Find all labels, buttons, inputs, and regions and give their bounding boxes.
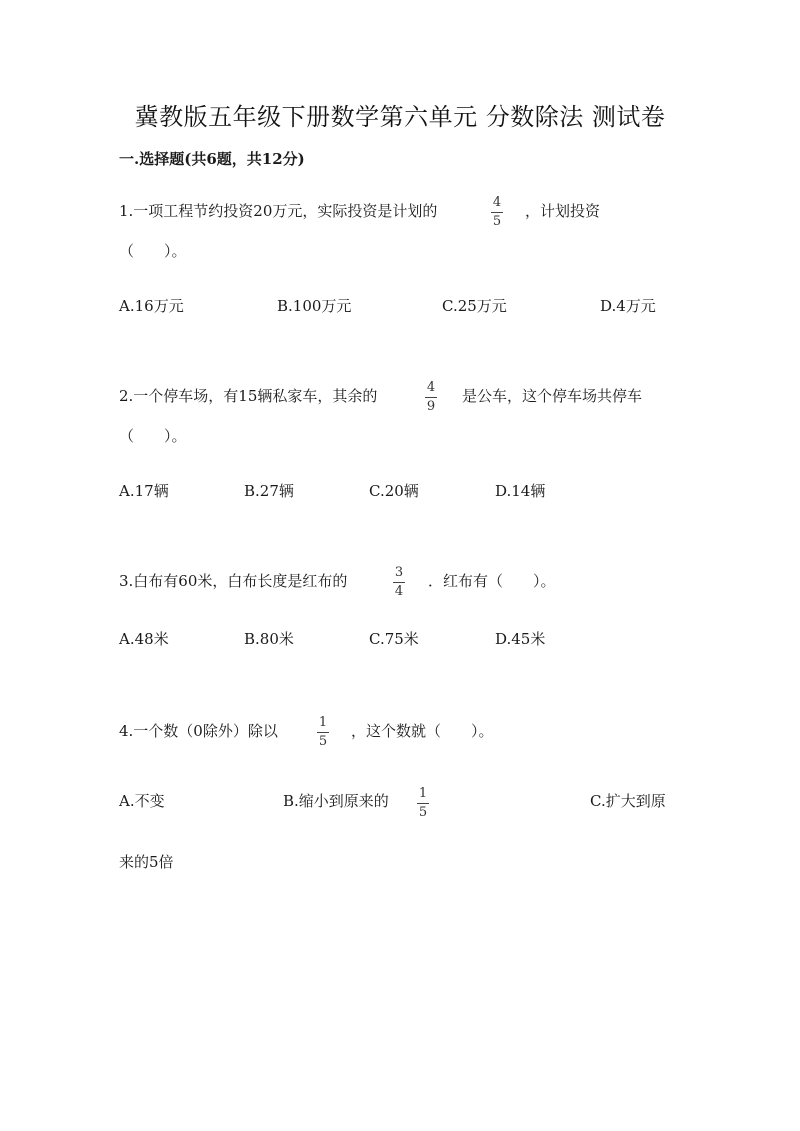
question-3-option-a[interactable]: A.48米 (119, 630, 169, 648)
fraction-numerator: 4 (492, 195, 502, 210)
fraction-bar (317, 732, 329, 733)
fraction-denominator: 4 (394, 584, 404, 599)
fraction-numerator: 1 (418, 786, 428, 801)
question-3-option-b[interactable]: B.80米 (244, 630, 294, 648)
question-2-fraction (425, 380, 437, 414)
fraction-numerator: 4 (426, 380, 436, 395)
fraction-bar (417, 803, 429, 804)
question-1-text-after: ，计划投资 (525, 202, 601, 220)
question-3-text: 3.白布有60米，白布长度是红布的 (119, 572, 348, 590)
fraction-denominator: 9 (426, 399, 436, 414)
fraction-bar (491, 212, 503, 213)
question-2-text-after: 是公车，这个停车场共停车 (462, 387, 643, 405)
question-1-option-d[interactable]: D.4万元 (600, 297, 656, 315)
fraction-bar (393, 582, 405, 583)
question-4-option-a[interactable]: A.不变 (119, 792, 165, 810)
question-1-option-b[interactable]: B.100万元 (277, 297, 352, 315)
question-3-fraction (393, 565, 405, 599)
question-3-option-c[interactable]: C.75米 (369, 630, 419, 648)
fraction-denominator: 5 (318, 734, 328, 749)
fraction-denominator: 5 (492, 214, 502, 229)
fraction-numerator: 3 (394, 565, 404, 580)
question-4-option-c-continued: 来的5倍 (119, 853, 174, 871)
page-title: 冀教版五年级下册数学第六单元 分数除法 测试卷 (134, 103, 666, 131)
question-4-option-b[interactable]: B.缩小到原来的 (283, 792, 389, 810)
fraction-denominator: 5 (418, 805, 428, 820)
question-2-answer-blank: （ ）。 (119, 427, 187, 445)
question-3-option-d[interactable]: D.45米 (495, 630, 546, 648)
question-2-option-a[interactable]: A.17辆 (119, 482, 169, 500)
question-4-text: 4.一个数（0除外）除以 (119, 722, 278, 740)
question-2-option-b[interactable]: B.27辆 (244, 482, 294, 500)
question-1-fraction (491, 195, 503, 229)
question-2-option-d[interactable]: D.14辆 (495, 482, 546, 500)
question-4-option-c[interactable]: C.扩大到原 (590, 792, 666, 810)
question-2-text: 2.一个停车场，有15辆私家车，其余的 (119, 387, 378, 405)
question-4-option-b-fraction (417, 786, 429, 820)
question-2-option-c[interactable]: C.20辆 (369, 482, 419, 500)
question-1-option-a[interactable]: A.16万元 (119, 297, 184, 315)
question-1-option-c[interactable]: C.25万元 (442, 297, 507, 315)
question-3-text-after: ．红布有（ ）。 (428, 572, 556, 590)
question-1-answer-blank: （ ）。 (119, 242, 187, 260)
question-1-text: 1.一项工程节约投资20万元，实际投资是计划的 (119, 202, 438, 220)
question-4-fraction (317, 715, 329, 749)
fraction-bar (425, 397, 437, 398)
section-heading: 一.选择题(共6题，共12分) (119, 150, 305, 168)
question-4-text-after: ，这个数就（ ）。 (351, 722, 494, 740)
fraction-numerator: 1 (318, 715, 328, 730)
